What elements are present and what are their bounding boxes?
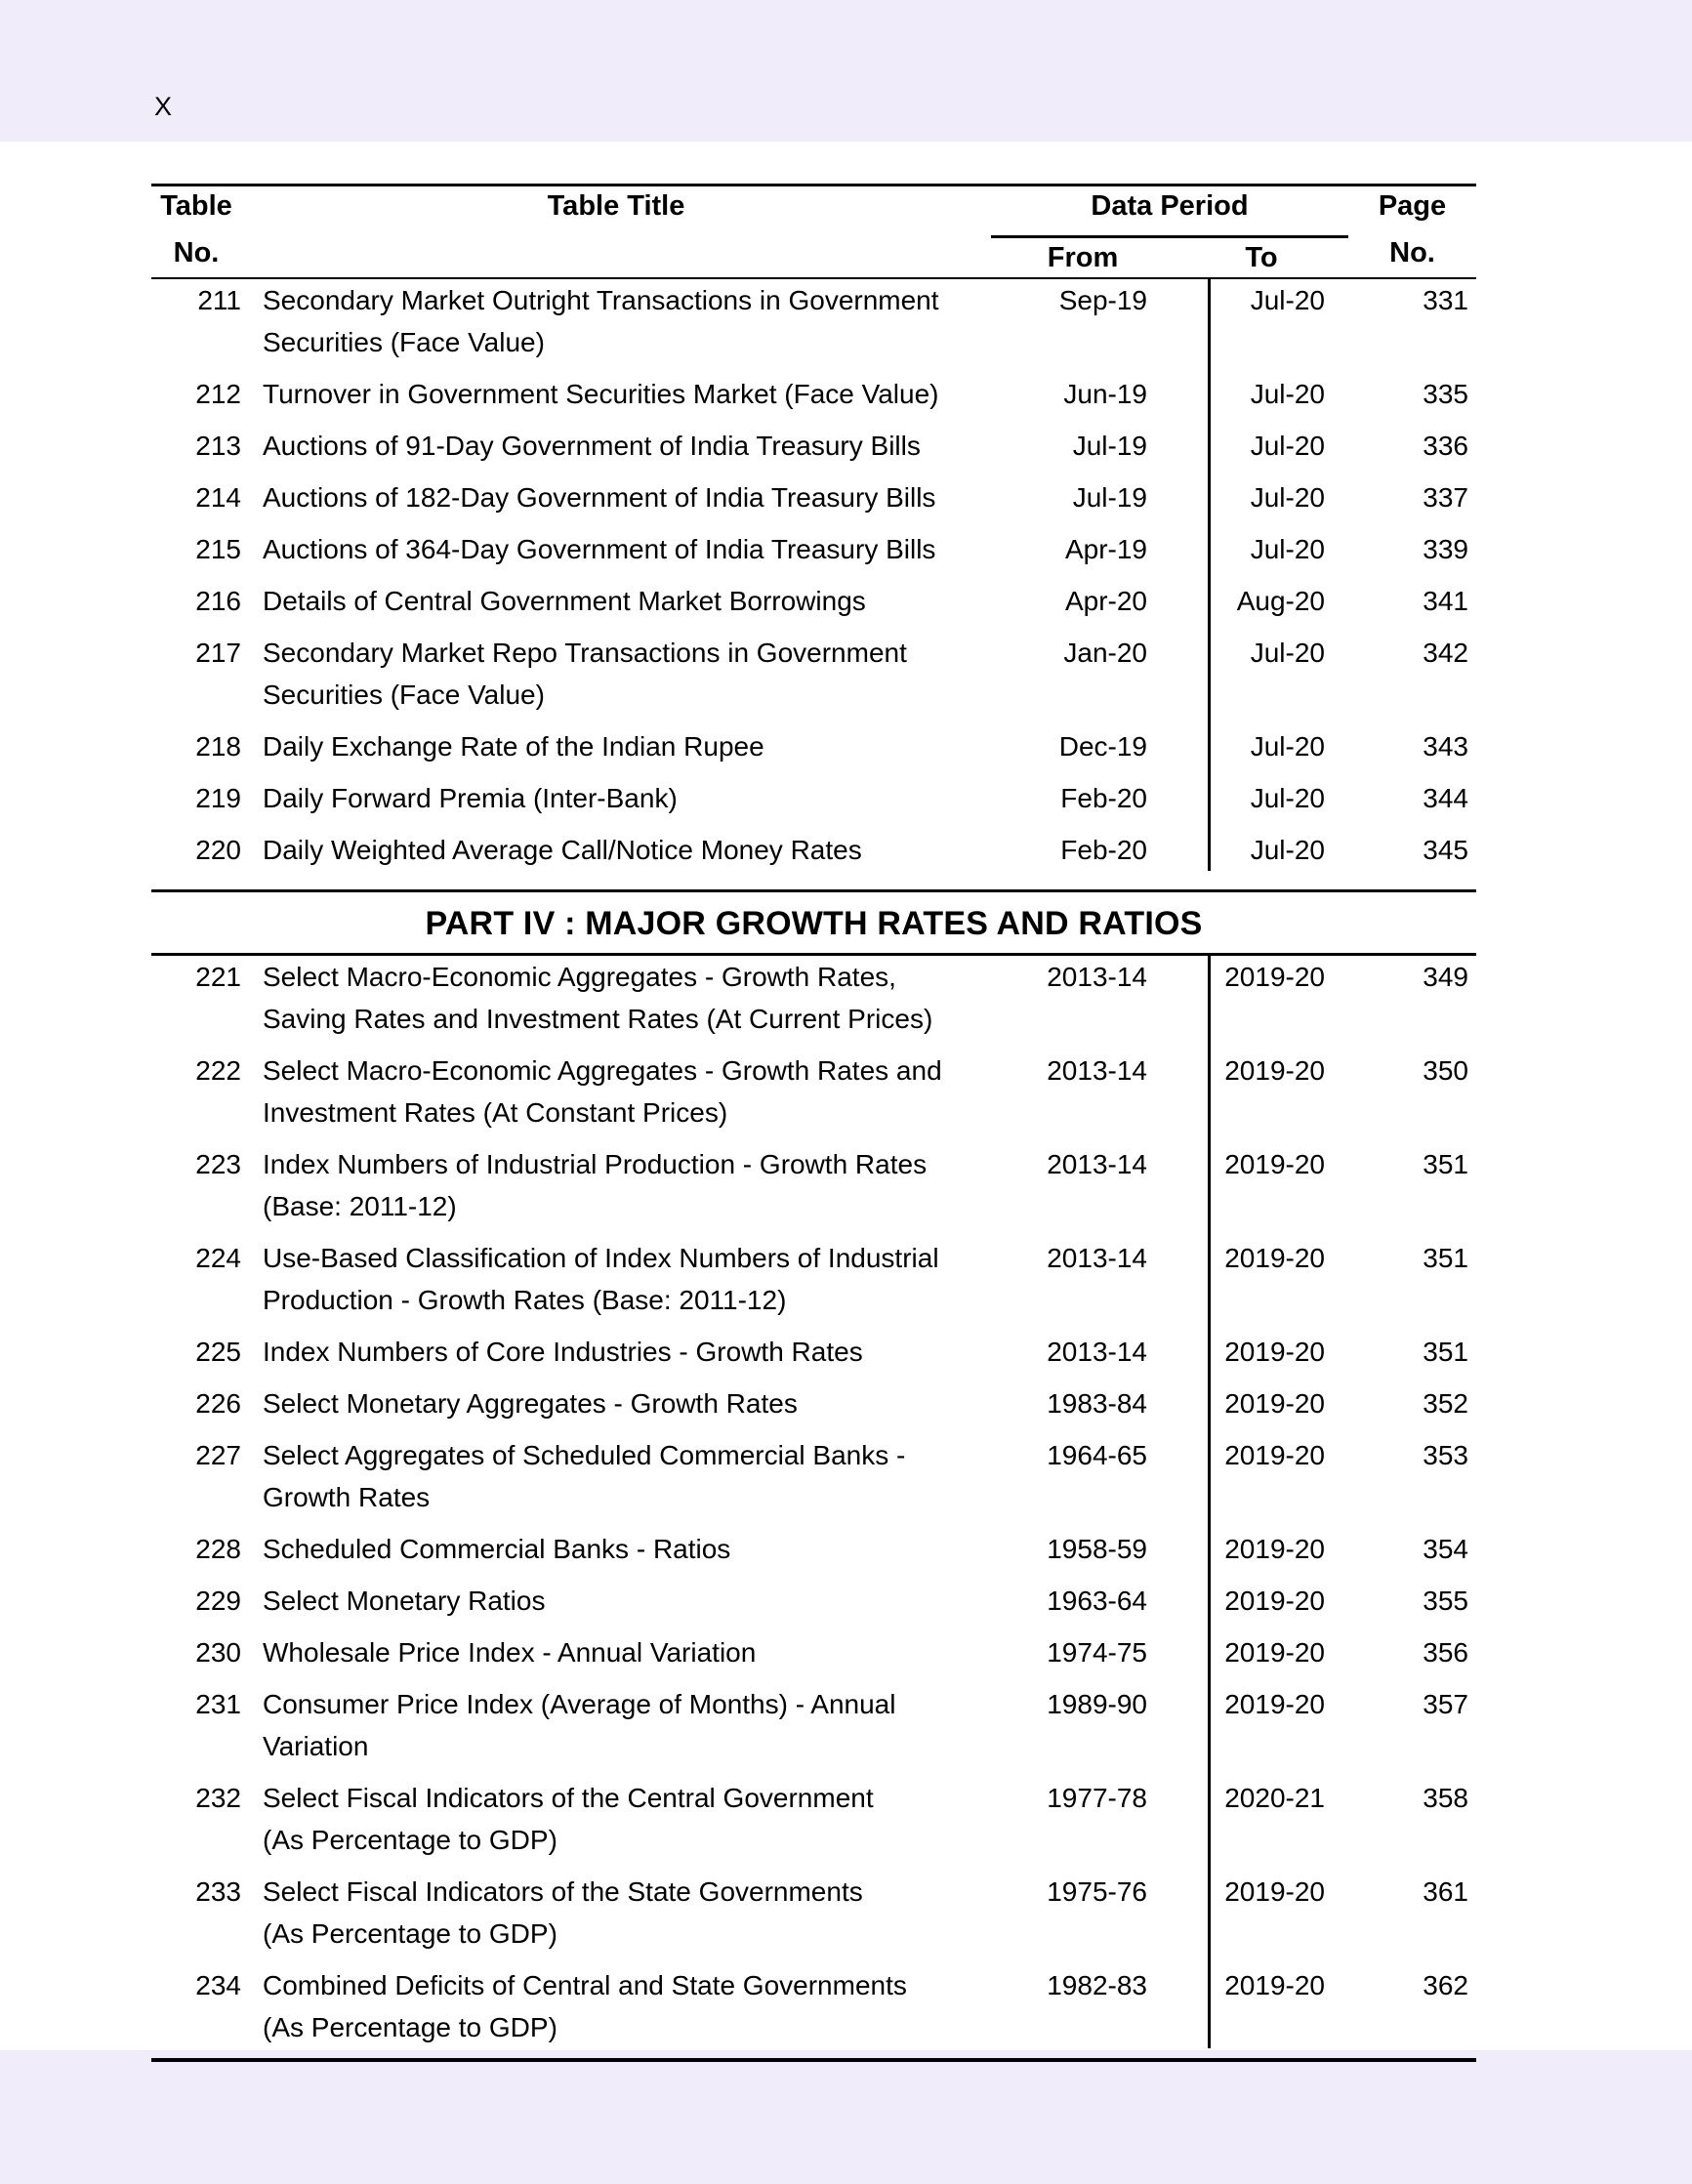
row-table-title (241, 373, 991, 415)
row-data-period-from: Jun-19 (1063, 379, 1147, 409)
table-row[interactable] (151, 373, 1476, 415)
row-table-title (241, 476, 991, 518)
row-table-title (241, 1050, 991, 1133)
row-page-number: 341 (1423, 586, 1468, 616)
row-data-period-from: Feb-20 (1060, 783, 1147, 813)
table-bottom-rule (151, 2058, 1476, 2062)
table-row[interactable] (151, 528, 1476, 570)
header-to: To (1245, 242, 1278, 273)
row-title-line-1: Auctions of 91-Day Government of India Treasury Bills (263, 431, 921, 461)
row-title-line-1: Select Fiscal Indicators of the State Governments (263, 1876, 863, 1907)
row-table-number: 218 (195, 731, 241, 762)
row-title-line-1: Select Macro-Economic Aggregates - Growth Rates and (263, 1055, 942, 1086)
row-gap (151, 2048, 1476, 2058)
row-data-period-to: Jul-20 (1250, 534, 1325, 564)
row-data-period-to: Jul-20 (1250, 482, 1325, 513)
page-bottom-band (0, 2050, 1692, 2184)
row-table-number: 225 (195, 1337, 241, 1367)
row-data-period-from: Jul-19 (1072, 482, 1147, 513)
row-title-line-2: (As Percentage to GDP) (263, 1918, 557, 1949)
table-row[interactable] (151, 956, 1476, 1040)
row-table-title (241, 1143, 991, 1227)
header-page-no-line1: Page (1378, 190, 1447, 222)
row-gap (151, 819, 1476, 829)
row-title-line-1: Daily Weighted Average Call/Notice Money Rates (263, 835, 862, 865)
row-title-line-1: Select Aggregates of Scheduled Commercial Banks - (263, 1440, 906, 1470)
row-page-number: 345 (1423, 835, 1468, 865)
row-gap (151, 570, 1476, 580)
row-table-number: 232 (195, 1783, 241, 1813)
row-data-period-to: 2019-20 (1224, 1337, 1325, 1367)
row-data-period-to: Jul-20 (1250, 638, 1325, 668)
row-page-number: 335 (1423, 379, 1468, 409)
row-title-line-2: Investment Rates (At Constant Prices) (263, 1097, 728, 1128)
row-gap (151, 1424, 1476, 1434)
row-table-title (241, 1528, 991, 1570)
row-table-title (241, 632, 991, 716)
table-row[interactable] (151, 1580, 1476, 1622)
row-data-period-to: 2019-20 (1224, 962, 1325, 992)
row-data-period-to: Jul-20 (1250, 379, 1325, 409)
header-table-no-line1: Table (160, 190, 232, 222)
row-table-number: 229 (195, 1586, 241, 1616)
row-title-line-1: Scheduled Commercial Banks - Ratios (263, 1534, 731, 1564)
table-row[interactable] (151, 425, 1476, 467)
row-page-number: 339 (1423, 534, 1468, 564)
row-gap (151, 1622, 1476, 1631)
row-page-number: 337 (1423, 482, 1468, 513)
row-table-number: 212 (195, 379, 241, 409)
row-gap (151, 1227, 1476, 1237)
row-title-line-1: Select Macro-Economic Aggregates - Growth Rates, (263, 962, 896, 992)
from-to-divider-lower (1208, 956, 1211, 2048)
row-data-period-to: 2019-20 (1224, 1637, 1325, 1668)
row-gap (151, 1673, 1476, 1683)
page-top-band (0, 0, 1692, 142)
row-table-number: 213 (195, 431, 241, 461)
table-row[interactable] (151, 1777, 1476, 1861)
row-page-number: 361 (1423, 1876, 1468, 1907)
row-table-title (241, 279, 991, 363)
row-page-number: 355 (1423, 1586, 1468, 1616)
row-title-line-2: (As Percentage to GDP) (263, 2012, 557, 2042)
row-table-number: 215 (195, 534, 241, 564)
table-row[interactable] (151, 279, 1476, 363)
row-data-period-from: Feb-20 (1060, 835, 1147, 865)
row-gap (151, 415, 1476, 425)
row-table-title (241, 1237, 991, 1321)
row-data-period-from: Jul-19 (1072, 431, 1147, 461)
row-data-period-to: 2019-20 (1224, 1440, 1325, 1470)
row-data-period-to: Jul-20 (1250, 783, 1325, 813)
row-data-period-to: 2019-20 (1224, 1970, 1325, 2000)
row-data-period-from: 2013-14 (1047, 1149, 1147, 1179)
row-data-period-to: Jul-20 (1250, 835, 1325, 865)
row-title-line-1: Turnover in Government Securities Market (Face Value) (263, 379, 939, 409)
row-table-title (241, 777, 991, 819)
row-table-number: 220 (195, 835, 241, 865)
row-title-line-1: Select Fiscal Indicators of the Central Government (263, 1783, 874, 1813)
row-page-number: 343 (1423, 731, 1468, 762)
row-table-title (241, 1871, 991, 1955)
header-table-title: Table Title (547, 190, 685, 222)
row-data-period-from: 2013-14 (1047, 1243, 1147, 1273)
row-data-period-from: 1964-65 (1047, 1440, 1147, 1470)
row-data-period-to: 2019-20 (1224, 1876, 1325, 1907)
row-page-number: 351 (1423, 1149, 1468, 1179)
row-table-title (241, 1382, 991, 1424)
row-data-period-from: 2013-14 (1047, 1337, 1147, 1367)
row-title-line-1: Select Monetary Aggregates - Growth Rates (263, 1388, 798, 1419)
row-title-line-2: Securities (Face Value) (263, 680, 545, 710)
row-page-number: 351 (1423, 1337, 1468, 1367)
row-table-title (241, 1631, 991, 1673)
row-gap (151, 622, 1476, 632)
row-table-number: 223 (195, 1149, 241, 1179)
row-gap (151, 1767, 1476, 1777)
row-title-line-1: Consumer Price Index (Average of Months) - Annual (263, 1689, 896, 1719)
row-data-period-to: 2019-20 (1224, 1055, 1325, 1086)
row-table-number: 222 (195, 1055, 241, 1086)
row-data-period-to: Aug-20 (1236, 586, 1325, 616)
row-table-title (241, 425, 991, 467)
row-page-number: 331 (1423, 285, 1468, 315)
row-table-number: 221 (195, 962, 241, 992)
row-data-period-from: Apr-20 (1064, 586, 1147, 616)
row-data-period-from: 1974-75 (1047, 1637, 1147, 1668)
row-data-period-to: Jul-20 (1250, 731, 1325, 762)
row-gap (151, 1133, 1476, 1143)
table-row[interactable] (151, 777, 1476, 819)
table-row[interactable] (151, 1964, 1476, 2048)
row-title-line-2: Growth Rates (263, 1482, 431, 1512)
row-title-line-2: Securities (Face Value) (263, 327, 545, 357)
row-table-title (241, 1964, 991, 2048)
row-data-period-from: Apr-19 (1064, 534, 1147, 564)
table-row[interactable] (151, 1871, 1476, 1955)
row-gap (151, 1040, 1476, 1050)
row-table-title (241, 528, 991, 570)
row-title-line-1: Daily Exchange Rate of the Indian Rupee (263, 731, 764, 762)
row-table-title (241, 1434, 991, 1518)
row-title-line-1: Secondary Market Outright Transactions in Government (263, 285, 939, 315)
row-data-period-to: Jul-20 (1250, 431, 1325, 461)
row-gap (151, 518, 1476, 528)
row-data-period-to: 2019-20 (1224, 1689, 1325, 1719)
row-title-line-1: Use-Based Classification of Index Numbers of Industrial (263, 1243, 939, 1273)
row-table-title (241, 1580, 991, 1622)
row-data-period-from: 1982-83 (1047, 1970, 1147, 2000)
row-table-number: 227 (195, 1440, 241, 1470)
row-gap (151, 1321, 1476, 1331)
table-body (151, 279, 1476, 2058)
row-page-number: 342 (1423, 638, 1468, 668)
row-page-number: 344 (1423, 783, 1468, 813)
row-gap (151, 716, 1476, 725)
row-data-period-from: Dec-19 (1058, 731, 1147, 762)
row-data-period-from: 1989-90 (1047, 1689, 1147, 1719)
header-data-period-group (991, 186, 1348, 226)
row-data-period-to: 2020-21 (1224, 1783, 1325, 1813)
row-title-line-1: Details of Central Government Market Borrowings (263, 586, 866, 616)
row-table-number: 219 (195, 783, 241, 813)
page-folio-number: X (154, 92, 173, 121)
row-table-title (241, 725, 991, 767)
row-data-period-from: 1977-78 (1047, 1783, 1147, 1813)
row-title-line-1: Select Monetary Ratios (263, 1586, 546, 1616)
row-table-title (241, 1683, 991, 1767)
row-gap (151, 1518, 1476, 1528)
row-page-number: 353 (1423, 1440, 1468, 1470)
row-table-number: 211 (197, 285, 241, 315)
row-data-period-from: 1963-64 (1047, 1586, 1147, 1616)
row-gap (151, 871, 1476, 881)
row-table-number: 214 (195, 482, 241, 513)
row-title-line-1: Daily Forward Premia (Inter-Bank) (263, 783, 678, 813)
row-table-title (241, 1331, 991, 1373)
table-row[interactable] (151, 632, 1476, 716)
row-page-number: 357 (1423, 1689, 1468, 1719)
row-table-number: 228 (195, 1534, 241, 1564)
row-page-number: 354 (1423, 1534, 1468, 1564)
header-table-no-line2: No. (173, 237, 220, 268)
row-data-period-to: 2019-20 (1224, 1149, 1325, 1179)
row-title-line-1: Wholesale Price Index - Annual Variation (263, 1637, 757, 1668)
table-row[interactable] (151, 476, 1476, 518)
row-gap (151, 767, 1476, 777)
row-table-number: 233 (195, 1876, 241, 1907)
row-gap (151, 1570, 1476, 1580)
table-row[interactable] (151, 1631, 1476, 1673)
row-title-line-2: Saving Rates and Investment Rates (At Current Prices) (263, 1004, 933, 1034)
contents-table (151, 184, 1476, 2062)
row-title-line-2: Variation (263, 1731, 369, 1761)
row-gap (151, 1861, 1476, 1871)
row-page-number: 356 (1423, 1637, 1468, 1668)
row-page-number: 349 (1423, 962, 1468, 992)
row-table-title (241, 956, 991, 1040)
row-data-period-from: 2013-14 (1047, 1055, 1147, 1086)
header-data-period-subgroup (991, 233, 1348, 277)
rows-group-part3 (151, 279, 1476, 881)
row-gap (151, 363, 1476, 373)
row-data-period-from: 1958-59 (1047, 1534, 1147, 1564)
row-data-period-from: Jan-20 (1063, 638, 1147, 668)
row-data-period-from: 1983-84 (1047, 1388, 1147, 1419)
rows-group-part4 (151, 956, 1476, 2058)
row-gap (151, 1955, 1476, 1964)
part-section-heading: PART IV : MAJOR GROWTH RATES AND RATIOS (425, 905, 1203, 942)
row-table-number: 226 (195, 1388, 241, 1419)
row-data-period-from: 2013-14 (1047, 962, 1147, 992)
row-data-period-to: Jul-20 (1250, 285, 1325, 315)
row-title-line-1: Secondary Market Repo Transactions in Government (263, 638, 907, 668)
row-title-line-1: Auctions of 182-Day Government of India Treasury Bills (263, 482, 936, 513)
row-title-line-2: (As Percentage to GDP) (263, 1825, 557, 1855)
row-data-period-to: 2019-20 (1224, 1586, 1325, 1616)
row-title-line-1: Auctions of 364-Day Government of India Treasury Bills (263, 534, 936, 564)
row-title-line-1: Index Numbers of Core Industries - Growth Rates (263, 1337, 863, 1367)
row-page-number: 352 (1423, 1388, 1468, 1419)
row-page-number: 336 (1423, 431, 1468, 461)
row-page-number: 362 (1423, 1970, 1468, 2000)
table-header (151, 186, 1476, 277)
row-page-number: 351 (1423, 1243, 1468, 1273)
row-table-title (241, 829, 991, 871)
header-page-no-line2: No. (1389, 237, 1435, 268)
table-row[interactable] (151, 1528, 1476, 1570)
row-page-number: 358 (1423, 1783, 1468, 1813)
table-row[interactable] (151, 1434, 1476, 1518)
row-table-number: 216 (195, 586, 241, 616)
row-table-number: 231 (195, 1689, 241, 1719)
table-row[interactable] (151, 580, 1476, 622)
table-row[interactable] (151, 1050, 1476, 1133)
table-row[interactable] (151, 1382, 1476, 1424)
row-table-title (241, 580, 991, 622)
row-title-line-2: (Base: 2011-12) (263, 1191, 457, 1221)
header-data-period: Data Period (1091, 190, 1249, 222)
row-data-period-to: 2019-20 (1224, 1243, 1325, 1273)
row-gap (151, 467, 1476, 476)
row-data-period-to: 2019-20 (1224, 1388, 1325, 1419)
row-title-line-2: Production - Growth Rates (Base: 2011-12) (263, 1285, 787, 1315)
row-data-period-from: Sep-19 (1058, 285, 1147, 315)
table-row[interactable] (151, 1237, 1476, 1321)
table-row[interactable] (151, 1683, 1476, 1767)
row-table-title (241, 1777, 991, 1861)
row-data-period-from: 1975-76 (1047, 1876, 1147, 1907)
table-row[interactable] (151, 1143, 1476, 1227)
row-table-number: 234 (195, 1970, 241, 2000)
row-data-period-to: 2019-20 (1224, 1534, 1325, 1564)
row-table-number: 217 (195, 638, 241, 668)
row-title-line-1: Combined Deficits of Central and State Governments (263, 1970, 907, 2000)
row-table-number: 230 (195, 1637, 241, 1668)
header-from: From (1047, 242, 1119, 273)
row-gap (151, 1373, 1476, 1382)
table-row[interactable] (151, 829, 1476, 871)
row-title-line-1: Index Numbers of Industrial Production - Growth Rates (263, 1149, 928, 1179)
table-row[interactable] (151, 725, 1476, 767)
table-row[interactable] (151, 1331, 1476, 1373)
row-page-number: 350 (1423, 1055, 1468, 1086)
row-table-number: 224 (195, 1243, 241, 1273)
from-to-divider-upper (1208, 279, 1211, 871)
